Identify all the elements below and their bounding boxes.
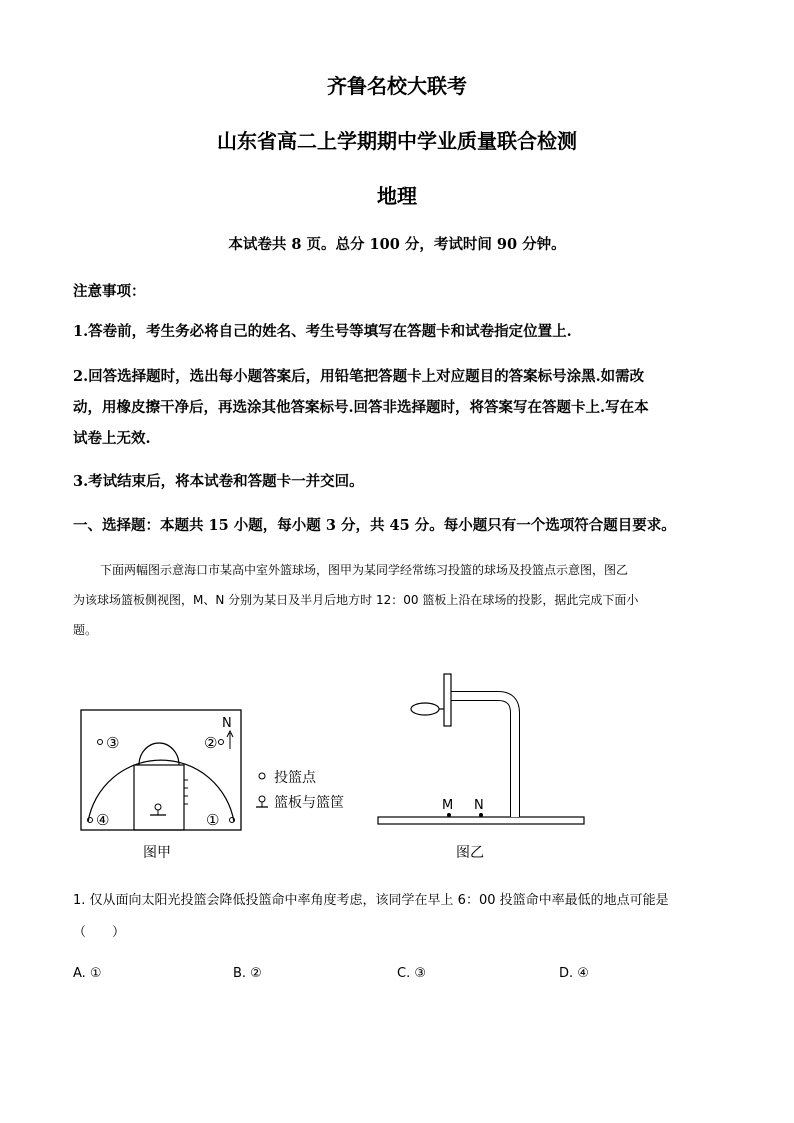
key-area bbox=[134, 765, 184, 830]
exam-title: 山东省高二上学期期中学业质量联合检测 bbox=[217, 129, 577, 153]
north-label: N bbox=[222, 716, 232, 731]
shot-point-2-icon bbox=[219, 740, 224, 745]
section-heading: 一、选择题：本题共 15 小题，每小题 3 分，共 45 分。每小题只有一个选项符合题目要求。 bbox=[73, 517, 676, 534]
shadow-point-n-icon bbox=[479, 813, 483, 817]
shot-point-3-label: ③ bbox=[106, 734, 120, 752]
shot-point-2-label: ② bbox=[204, 734, 218, 752]
shadow-point-n-label: N bbox=[474, 798, 484, 813]
shot-point-3-icon bbox=[98, 740, 103, 745]
option-a: A. ① bbox=[73, 966, 102, 981]
option-c: C. ③ bbox=[397, 966, 426, 981]
notice-item-1: 1.答卷前，考生务必将自己的姓名、考生号等填写在答题卡和试卷指定位置上. bbox=[73, 323, 572, 340]
intro-line-3: 题。 bbox=[73, 623, 98, 637]
notice-item-2-line-2: 动，用橡皮擦干净后，再选涂其他答案标号.回答非选择题时，将答案写在答题卡上.写在本 bbox=[73, 399, 649, 416]
figure-b-caption: 图乙 bbox=[456, 845, 484, 861]
figure-a-court-diagram bbox=[76, 700, 376, 870]
legend-point-icon bbox=[259, 773, 265, 779]
intro-line-1: 下面两幅图示意海口市某高中室外篮球场，图甲为某同学经常练习投篮的球场及投篮点示意图，图乙 bbox=[100, 563, 629, 577]
option-d: D. ④ bbox=[559, 966, 589, 981]
notice-heading: 注意事项： bbox=[73, 283, 146, 300]
option-b: B. ② bbox=[233, 966, 262, 981]
figure-b-backboard-side-view bbox=[370, 666, 600, 870]
hoop-icon bbox=[150, 804, 166, 815]
north-arrow-icon bbox=[227, 731, 233, 749]
notice-item-2-line-1: 2.回答选择题时，选出每小题答案后，用铅笔把答题卡上对应题目的答案标号涂黑.如需改 bbox=[73, 368, 645, 385]
question-1-blank: （ ） bbox=[73, 925, 126, 940]
ground-slab bbox=[378, 817, 584, 824]
legend-point-label: 投篮点 bbox=[274, 770, 316, 786]
basket-rim bbox=[411, 703, 439, 715]
exam-info: 本试卷共 8 页。总分 100 分，考试时间 90 分钟。 bbox=[228, 236, 566, 253]
notice-item-3: 3.考试结束后，将本试卷和答题卡一并交回。 bbox=[73, 473, 364, 490]
question-1-stem: 1. 仅从面向太阳光投篮会降低投篮命中率角度考虑，该同学在早上 6：00 投篮命中率最低的地点可能是 bbox=[73, 893, 669, 908]
shot-point-4-label: ④ bbox=[96, 811, 110, 829]
key-hash-marks bbox=[184, 780, 188, 804]
legend-hoop-icon bbox=[256, 796, 268, 807]
figure-a-caption: 图甲 bbox=[143, 845, 171, 861]
shot-point-1-label: ① bbox=[206, 811, 220, 829]
shadow-point-m-icon bbox=[447, 813, 451, 817]
subject-title: 地理 bbox=[377, 184, 417, 208]
shadow-point-m-label: M bbox=[442, 798, 454, 813]
exam-alliance-title: 齐鲁名校大联考 bbox=[327, 74, 467, 98]
notice-item-2-line-3: 试卷上无效. bbox=[73, 430, 151, 447]
intro-line-2: 为该球场篮板侧视图，M、N 分别为某日及半月后地方时 12：00 篮板上沿在球场的投影，据此完成下面小 bbox=[73, 593, 639, 607]
legend-hoop-label: 篮板与篮筐 bbox=[274, 795, 344, 811]
backboard bbox=[444, 674, 451, 726]
